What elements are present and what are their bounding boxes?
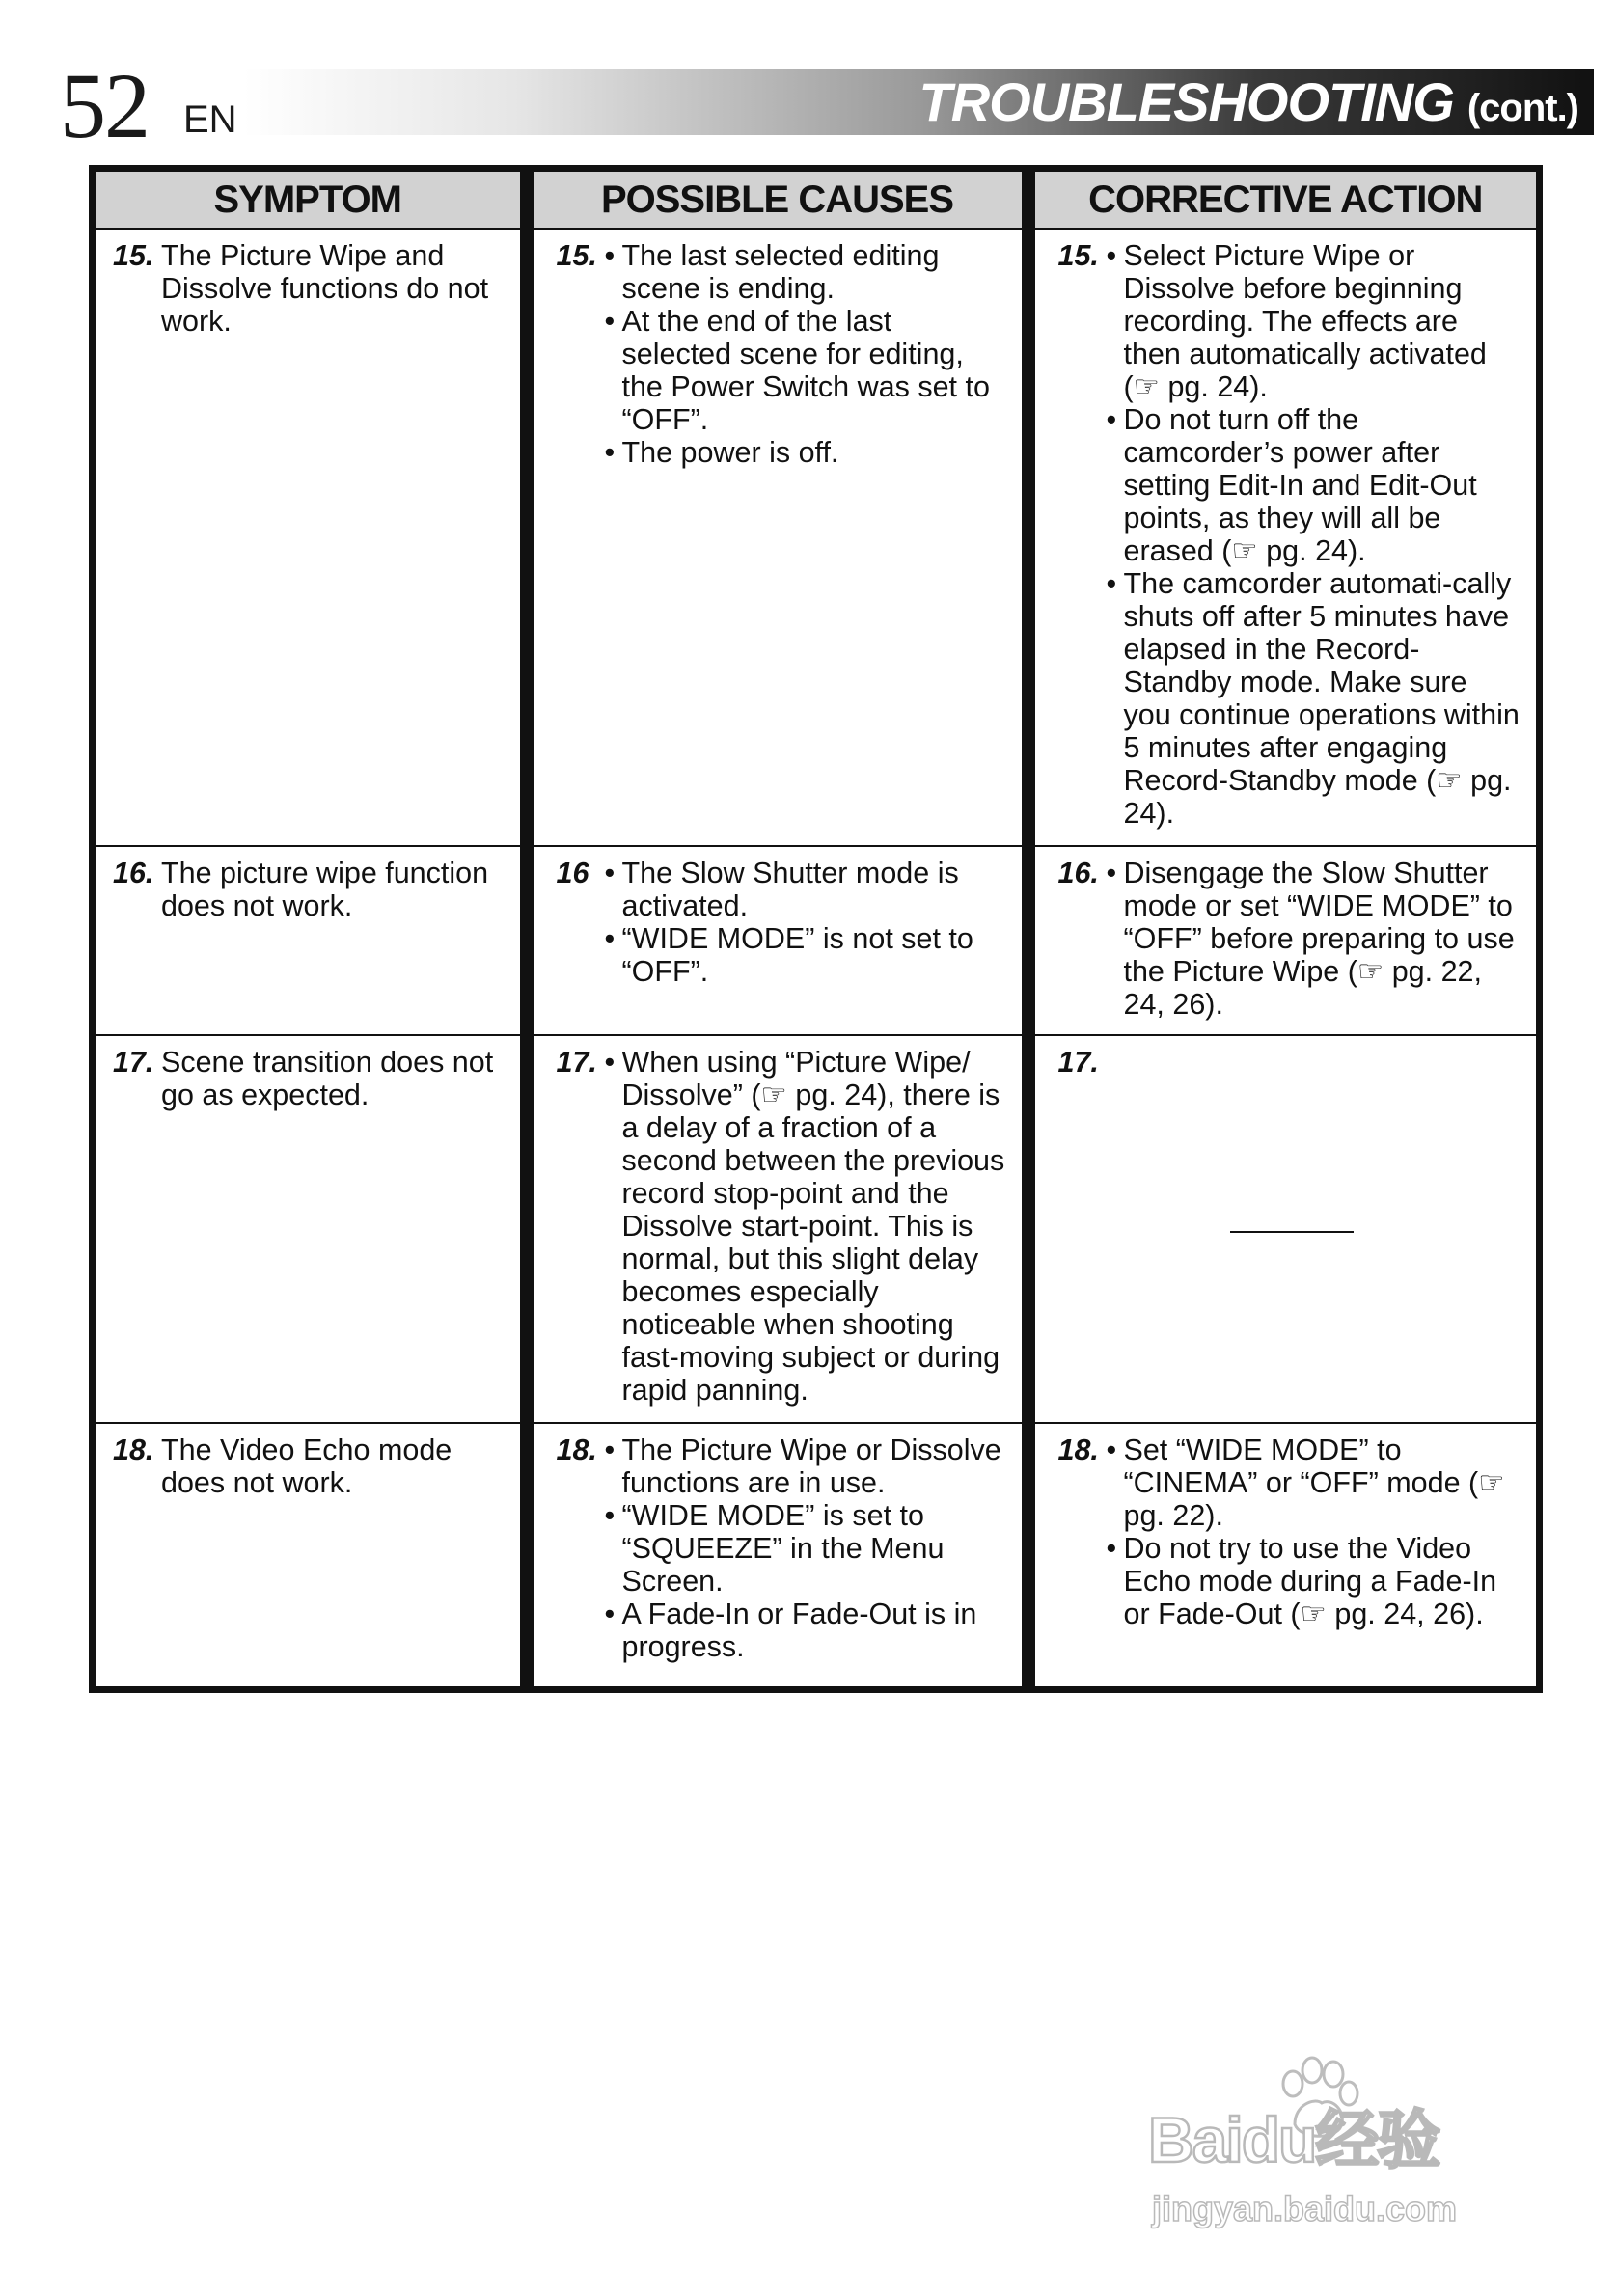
list-item: • At the end of the last selected scene for editing, the Power Switch was set to “OFF”. <box>605 305 1008 436</box>
causes-cell <box>527 1035 1028 1423</box>
cause-number: 16 <box>556 857 589 889</box>
list-item: • A Fade-In or Fade-Out is in progress. <box>605 1598 1008 1663</box>
cause-text: The Slow Shutter mode is activated. <box>621 857 959 922</box>
watermark-brand: Baidu经验 <box>1148 2104 1439 2175</box>
causes-cell <box>527 846 1028 1035</box>
list-item: • Do not try to use the Video Echo mode during a Fade-In or Fade-Out (☞ pg. 24, 26). <box>1107 1532 1523 1630</box>
list-item: • The last selected editing scene is ending. <box>605 239 1008 305</box>
symptom-number: 15. <box>113 239 154 272</box>
cause-text: The Picture Wipe or Dissolve functions are in use. <box>621 1434 1001 1499</box>
page-header <box>60 54 1578 157</box>
symptom-cell <box>93 1035 527 1423</box>
header-corrective-action: CORRECTIVE ACTION <box>1028 169 1540 230</box>
page-number: 52 <box>60 54 149 157</box>
page-language: EN <box>183 98 237 141</box>
list-item: • The Slow Shutter mode is activated. <box>605 857 1008 922</box>
page-title-text: TROUBLESHOOTING <box>918 71 1454 132</box>
action-text: Do not turn off the camcorder’s power after setting Edit-In and Edit-Out points, as they will all be erased (☞ pg. 24). <box>1123 403 1477 567</box>
header-symptom: SYMPTOM <box>93 169 527 230</box>
list-item: • Select Picture Wipe or Dissolve before beginning recording. The effects are then automatically activated (☞ pg. 24). <box>1107 239 1523 403</box>
cause-text: When using “Picture Wipe/ Dissolve” (☞ pg. 24), there is a delay of a fraction of a second between the previous record stop-point and the Dissolve start-point. This is normal, but this slight delay becomes especially noticeable when shooting fast-moving subject or during rapid panning. <box>621 1046 1005 1407</box>
table-row <box>93 1035 1540 1423</box>
action-number: 15. <box>1057 239 1099 272</box>
action-text: Disengage the Slow Shutter mode or set “WIDE MODE” to “OFF” before preparing to use the Picture Wipe (☞ pg. 22, 24, 26). <box>1123 857 1515 1021</box>
symptom-text: The Picture Wipe and Dissolve functions do not work. <box>161 239 489 338</box>
action-text: Do not try to use the Video Echo mode during a Fade-In or Fade-Out (☞ pg. 24, 26). <box>1123 1532 1497 1630</box>
page-title-suffix: (cont.) <box>1466 87 1578 129</box>
action-text: The camcorder automati-cally shuts off after 5 minutes have elapsed in the Record-Standby mode. Make sure you continue operations within 5 minutes after engaging Record-Standby mode (☞ pg. 24). <box>1123 567 1520 830</box>
list-item: • “WIDE MODE” is set to “SQUEEZE” in the Menu Screen. <box>605 1499 1008 1598</box>
action-cell <box>1028 1035 1540 1423</box>
cause-text: The power is off. <box>621 436 839 469</box>
page-title <box>918 73 1578 137</box>
symptom-cell <box>93 229 527 846</box>
watermark <box>1148 2055 1534 2248</box>
symptom-text: Scene transition does not go as expected. <box>161 1046 494 1111</box>
cause-text: A Fade-In or Fade-Out is in progress. <box>621 1598 977 1663</box>
list-item: • When using “Picture Wipe/ Dissolve” (☞ pg. 24), there is a delay of a fraction of a second between the previous record stop-point and the Dissolve start-point. This is normal, but this slight delay becomes especially noticeable when shooting fast-moving subject or during rapid panning. <box>605 1046 1008 1407</box>
causes-cell <box>527 1423 1028 1690</box>
list-item: • Disengage the Slow Shutter mode or set “WIDE MODE” to “OFF” before preparing to use the Picture Wipe (☞ pg. 22, 24, 26). <box>1107 857 1523 1021</box>
list-item: • The Picture Wipe or Dissolve functions are in use. <box>605 1434 1008 1499</box>
cause-number: 17. <box>556 1046 597 1079</box>
table-row <box>93 229 1540 846</box>
action-text: Set “WIDE MODE” to “CINEMA” or “OFF” mode (☞ pg. 22). <box>1123 1434 1505 1532</box>
watermark-url: jingyan.baidu.com <box>1152 2189 1458 2228</box>
title-band <box>243 69 1594 135</box>
symptom-cell <box>93 846 527 1035</box>
cause-text: The last selected editing scene is ending. <box>621 239 940 305</box>
list-item: • The camcorder automati-cally shuts off after 5 minutes have elapsed in the Record-Standby mode. Make sure you continue operations within 5 minutes after engaging Record-Standby mode (☞ pg. 24). <box>1107 567 1523 830</box>
table-row <box>93 846 1540 1035</box>
symptom-text: The Video Echo mode does not work. <box>161 1434 452 1499</box>
no-action-dash <box>1230 1231 1354 1233</box>
action-cell <box>1028 1423 1540 1690</box>
action-cell <box>1028 846 1540 1035</box>
symptom-number: 18. <box>113 1434 154 1466</box>
cause-number: 18. <box>556 1434 597 1466</box>
symptom-text: The picture wipe function does not work. <box>161 857 489 922</box>
list-item: • The power is off. <box>605 436 1008 469</box>
cause-text: At the end of the last selected scene for editing, the Power Switch was set to “OFF”. <box>621 305 990 436</box>
causes-cell <box>527 229 1028 846</box>
action-text: Select Picture Wipe or Dissolve before beginning recording. The effects are then automatically activated (☞ pg. 24). <box>1123 239 1487 403</box>
list-item: • “WIDE MODE” is not set to “OFF”. <box>605 922 1008 988</box>
cause-text: “WIDE MODE” is not set to “OFF”. <box>621 922 973 988</box>
troubleshooting-table <box>89 165 1543 1693</box>
action-number: 16. <box>1057 857 1099 889</box>
cause-text: “WIDE MODE” is set to “SQUEEZE” in the Menu Screen. <box>621 1499 945 1598</box>
action-number: 17. <box>1057 1046 1099 1079</box>
table-row <box>93 1423 1540 1690</box>
list-item: • Set “WIDE MODE” to “CINEMA” or “OFF” mode (☞ pg. 22). <box>1107 1434 1523 1532</box>
header-possible-causes: POSSIBLE CAUSES <box>527 169 1028 230</box>
list-item: • Do not turn off the camcorder’s power after setting Edit-In and Edit-Out points, as they will all be erased (☞ pg. 24). <box>1107 403 1523 567</box>
table-header-row <box>93 169 1540 230</box>
action-cell <box>1028 229 1540 846</box>
symptom-number: 16. <box>113 857 154 889</box>
symptom-cell <box>93 1423 527 1690</box>
symptom-number: 17. <box>113 1046 154 1079</box>
cause-number: 15. <box>556 239 597 272</box>
action-number: 18. <box>1057 1434 1099 1466</box>
